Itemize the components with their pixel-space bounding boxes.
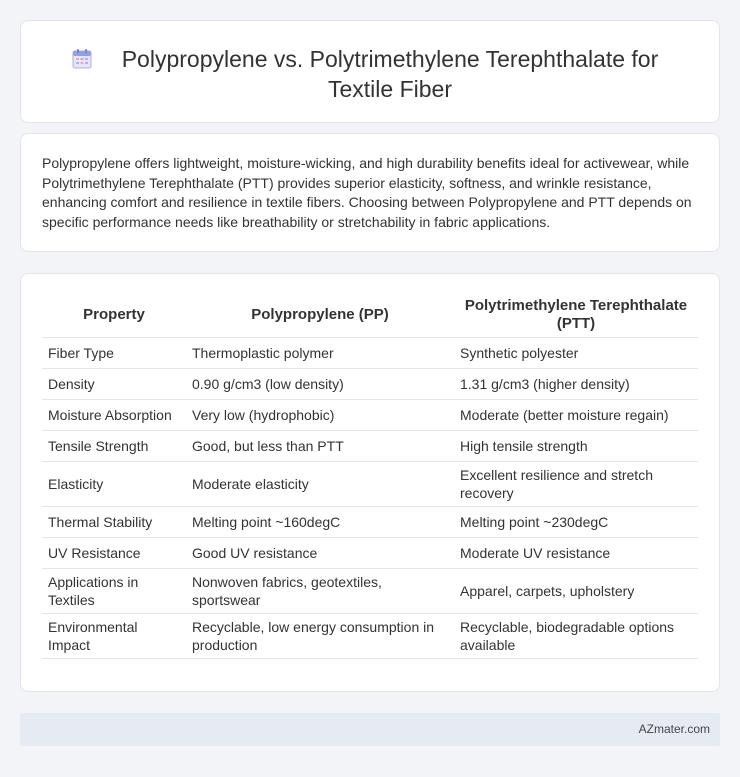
property-cell: Tensile Strength xyxy=(42,430,186,461)
pp-cell: Good, but less than PTT xyxy=(186,430,454,461)
table-row xyxy=(42,368,698,399)
ptt-cell: 1.31 g/cm3 (higher density) xyxy=(454,368,698,399)
table-row xyxy=(42,461,698,506)
table-row xyxy=(42,613,698,658)
pp-cell: 0.90 g/cm3 (low density) xyxy=(186,368,454,399)
ptt-cell: Apparel, carpets, upholstery xyxy=(454,568,698,613)
property-cell: Thermal Stability xyxy=(42,506,186,537)
property-cell: Fiber Type xyxy=(42,337,186,368)
ptt-cell: High tensile strength xyxy=(454,430,698,461)
property-cell: Applications in Textiles xyxy=(42,568,186,613)
pp-cell: Nonwoven fabrics, geotextiles, sportswear xyxy=(186,568,454,613)
table-row xyxy=(42,337,698,368)
column-header-ptt: Polytrimethylene Terephthalate (PTT) xyxy=(454,294,698,337)
ptt-cell: Excellent resilience and stretch recovery xyxy=(454,461,698,506)
column-header-property: Property xyxy=(42,294,186,337)
footer-brand: AZmater.com xyxy=(638,722,710,736)
footer-bar xyxy=(20,713,720,746)
property-cell: Elasticity xyxy=(42,461,186,506)
property-cell: Density xyxy=(42,368,186,399)
table-row xyxy=(42,537,698,568)
ptt-cell: Moderate UV resistance xyxy=(454,537,698,568)
property-cell: Environmental Impact xyxy=(42,613,186,658)
comparison-table-card xyxy=(20,273,720,692)
ptt-cell: Melting point ~230degC xyxy=(454,506,698,537)
table-row xyxy=(42,399,698,430)
ptt-cell: Synthetic polyester xyxy=(454,337,698,368)
intro-card xyxy=(20,133,720,252)
title-card xyxy=(20,20,720,123)
intro-paragraph: Polypropylene offers lightweight, moisture-wicking, and high durability benefits ideal for activewear, while Polytrimethylene Terephthalate (PTT) provides superior elasticity, softness, and wrinkle resistance, enhancing comfort and resilience in textile fibers. Choosing between Polypropylene and PTT depends on specific performance needs like breathability or stretchability in fabric applications. xyxy=(42,155,692,230)
pp-cell: Moderate elasticity xyxy=(186,461,454,506)
property-cell: UV Resistance xyxy=(42,537,186,568)
ptt-cell: Recyclable, biodegradable options available xyxy=(454,613,698,658)
table-row xyxy=(42,568,698,613)
column-header-pp: Polypropylene (PP) xyxy=(186,294,454,337)
property-cell: Moisture Absorption xyxy=(42,399,186,430)
pp-cell: Good UV resistance xyxy=(186,537,454,568)
ptt-cell: Moderate (better moisture regain) xyxy=(454,399,698,430)
comparison-table xyxy=(42,294,698,659)
pp-cell: Very low (hydrophobic) xyxy=(186,399,454,430)
pp-cell: Thermoplastic polymer xyxy=(186,337,454,368)
table-row xyxy=(42,506,698,537)
table-row xyxy=(42,430,698,461)
page-title: Polypropylene vs. Polytrimethylene Terephthalate for Textile Fiber xyxy=(121,46,659,102)
pp-cell: Melting point ~160degC xyxy=(186,506,454,537)
pp-cell: Recyclable, low energy consumption in production xyxy=(186,613,454,658)
table-header-row xyxy=(42,294,698,337)
